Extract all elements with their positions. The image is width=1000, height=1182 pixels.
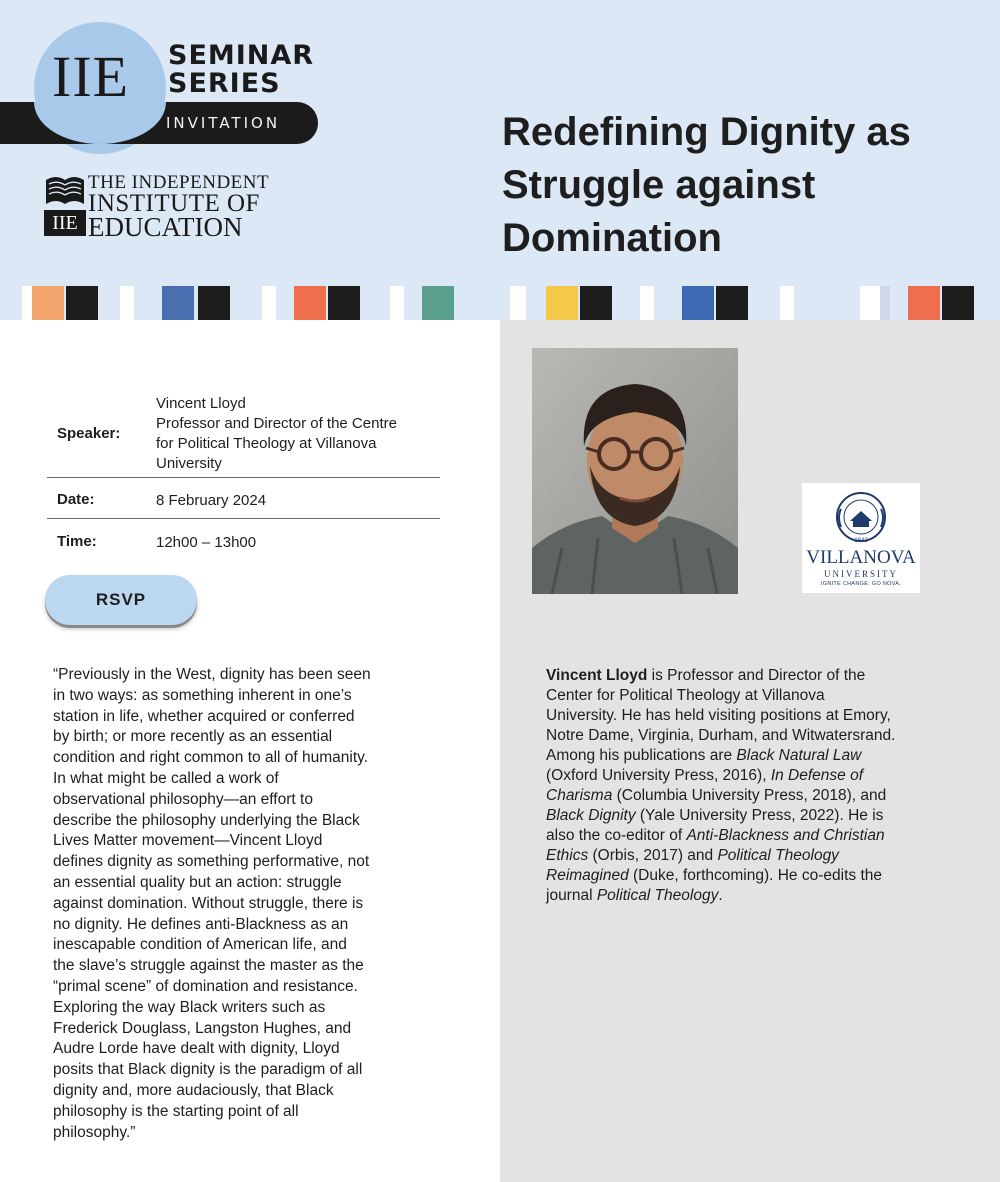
abstract-line: condition and right common to all of humanity.	[53, 749, 369, 767]
date-label: Date:	[57, 491, 95, 508]
villanova-wordmark: VILLANOVA	[806, 547, 916, 568]
seal-year: 1842	[854, 538, 868, 544]
strip-bar	[294, 286, 326, 320]
bio-book-title: Anti-Blackness and Christian Ethics	[546, 827, 885, 864]
bio-book-title: In Defense of Charisma	[546, 767, 864, 804]
speaker-label: Speaker:	[57, 425, 121, 442]
abstract-line: “Previously in the West, dignity has been seen	[53, 666, 371, 683]
villanova-seal-icon	[831, 489, 891, 545]
abstract-line: the slave’s struggle against the master as the	[53, 957, 364, 975]
bio-text: (Orbis, 2017) and	[588, 847, 718, 864]
institution-line-3: EDUCATION	[88, 212, 243, 242]
strip-gap	[510, 286, 526, 320]
bio-text: (Oxford University Press, 2016),	[546, 767, 771, 784]
rsvp-button[interactable]: RSVP	[45, 575, 197, 625]
speaker-row	[47, 392, 440, 476]
strip-gap	[860, 286, 880, 320]
strip-bar	[682, 286, 714, 320]
seal-abbrev: IIE	[52, 44, 130, 109]
book-icon	[44, 174, 86, 206]
strip-bar	[546, 286, 578, 320]
bio-text: .	[718, 887, 723, 904]
strip-bar	[162, 286, 194, 320]
color-strip	[0, 286, 1000, 320]
speaker-title-line-3: University	[156, 455, 222, 472]
speaker-bio	[546, 666, 896, 906]
abstract-line: defines dignity as something performative, not	[53, 853, 370, 871]
series-label: SERIES	[168, 68, 281, 99]
villanova-tagline: IGNITE CHANGE. GO NOVA.	[820, 581, 902, 587]
strip-bar	[908, 286, 940, 320]
strip-bar	[198, 286, 230, 320]
strip-gap	[780, 286, 794, 320]
strip-bar	[716, 286, 748, 320]
invitation-label: INVITATION	[166, 114, 281, 132]
speaker-name: Vincent Lloyd	[156, 395, 246, 412]
institution-mini-abbrev: IIE	[44, 210, 86, 236]
speaker-panel	[500, 320, 1000, 1182]
seminar-abstract	[53, 665, 413, 1143]
abstract-line: an essential quality but an action: struggle	[53, 873, 342, 891]
bio-text: (Yale University Press, 2022). He is also the co-editor of	[546, 807, 884, 844]
strip-bar	[32, 286, 64, 320]
date-value: 8 February 2024	[156, 492, 267, 509]
abstract-line: no dignity. He defines anti-Blackness as an	[53, 915, 349, 933]
abstract-line: observational philosophy—an effort to	[53, 790, 313, 808]
abstract-line: Exploring the way Black writers such as	[53, 998, 326, 1016]
abstract-line: station in life, whether acquired or conferred	[53, 707, 355, 725]
institution-logo	[44, 172, 292, 242]
abstract-line: In what might be called a work of	[53, 769, 279, 787]
speaker-photo	[532, 348, 738, 594]
institution-line-2: INSTITUTE OF	[88, 190, 260, 217]
bio-speaker-name: Vincent Lloyd	[546, 667, 648, 684]
strip-gap	[22, 286, 32, 320]
header-banner	[0, 0, 1000, 290]
abstract-line: dignity and, more audaciously, that Black	[53, 1081, 334, 1099]
villanova-university-label: UNIVERSITY	[824, 569, 898, 579]
bio-text: (Columbia University Press, 2018), and	[612, 787, 887, 804]
time-label: Time:	[57, 533, 97, 550]
abstract-line: philosophy.”	[53, 1123, 136, 1141]
bio-journal-title: Political Theology	[596, 887, 719, 904]
strip-bar	[328, 286, 360, 320]
strip-gap	[262, 286, 276, 320]
bio-book-title: Political Theology Reimagined	[546, 847, 839, 884]
abstract-line: inescapable condition of American life, and	[53, 936, 347, 954]
abstract-line: by birth; or more recently as an essential	[53, 728, 333, 746]
strip-gap	[640, 286, 654, 320]
time-row	[47, 519, 440, 563]
seminar-title: Redefining Dignity as Struggle against Domination	[502, 110, 911, 260]
speaker-title-line-2: for Political Theology at Villanova	[156, 435, 377, 452]
bio-book-title: Black Dignity	[546, 807, 636, 824]
abstract-line: in two ways: as something inherent in one’s	[53, 686, 352, 704]
strip-gap	[390, 286, 404, 320]
abstract-line: posits that Black dignity is the paradigm of all	[53, 1061, 363, 1079]
villanova-logo	[802, 483, 920, 593]
strip-gap	[880, 286, 890, 320]
strip-bar	[422, 286, 454, 320]
bio-text: is Professor and Director of the Center for Political Theology at Villanova University. He has held visiting positions at Emory, Notre Dame, Virginia, Durham, and Witwatersrand. Among his publications are	[546, 667, 896, 764]
date-row	[47, 478, 440, 518]
abstract-line: Frederick Douglass, Langston Hughes, and	[53, 1019, 352, 1037]
strip-bar	[580, 286, 612, 320]
abstract-line: Lives Matter movement—Vincent Lloyd	[53, 832, 323, 850]
abstract-line: against domination. Without struggle, there is	[53, 894, 364, 912]
time-value: 12h00 – 13h00	[156, 534, 257, 551]
strip-bar	[942, 286, 974, 320]
abstract-line: philosophy is the starting point of all	[53, 1102, 299, 1120]
strip-bar	[66, 286, 98, 320]
abstract-line: Audre Lorde have dealt with dignity, Lloyd	[53, 1040, 340, 1058]
abstract-line: “primal scene” of domination and resistance.	[53, 977, 358, 995]
institution-line-1: THE INDEPENDENT	[88, 172, 270, 193]
speaker-title-line-1: Professor and Director of the Centre	[156, 415, 397, 432]
strip-gap	[120, 286, 134, 320]
seminar-label: SEMINAR	[168, 40, 315, 71]
bio-book-title: Black Natural Law	[736, 747, 862, 764]
abstract-line: describe the philosophy underlying the Black	[53, 811, 360, 829]
bio-text: (Duke, forthcoming). He co-edits the journal	[546, 867, 882, 904]
